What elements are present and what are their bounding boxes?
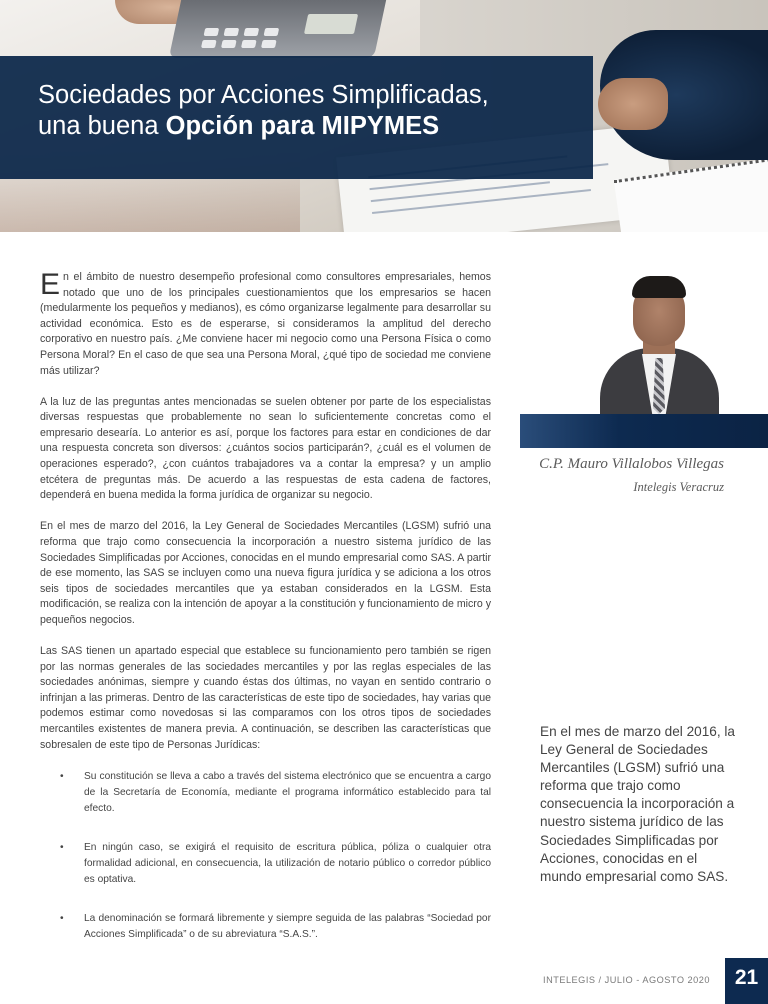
calculator-image	[169, 0, 386, 58]
footer-publication: INTELEGIS / JULIO - AGOSTO 2020	[543, 975, 710, 985]
characteristics-list	[40, 769, 491, 943]
drop-cap: E	[40, 268, 61, 301]
paragraph-3: En el mes de marzo del 2016, la Ley General de Sociedades Mercantiles (LGSM) sufrió una reforma que trajo como consecuencia la incorporación a nuestro sistema jurídico de las Sociedades Simplificadas por Acciones, conocidas en el mundo empresarial como SAS. A partir de ese momento, las SAS se incluyen como una nueva figura jurídica y se adiciona a los otros seis tipos de sociedades mercantiles que ya estaban considerados en la LGSM. Esta modificación, se realiza con la intención de apoyar a la constitución y funcionamiento de micro y pequeños negocios.	[40, 520, 491, 626]
paragraph-2: A la luz de las preguntas antes mencionadas se suelen obtener por parte de los especialistas diversas respuestas que probablemente no sean lo suficientemente concretas como el empresario desearía. Lo anterior es así, porque los factores para estar en condiciones de dar una respuesta concreta son diversos: ¿cuántos socios participarán?, ¿cuál es el volumen de operaciones esperado?, ¿con cuántos trabajadores va a contar la empresa? y un amplio etcétera de preguntas más. De acuerdo a las respuestas de esta cadena de factores, dependerá en buena medida la forma jurídica de organizar su negocio.	[40, 395, 491, 502]
pull-quote: En el mes de marzo del 2016, la Ley General de Sociedades Mercantiles (LGSM) sufrió una reforma que trajo como consecuencia la incorporación a nuestro sistema jurídico de las Sociedades Simplificadas por Acciones, conocidas en el mundo empresarial como SAS.	[540, 724, 735, 884]
list-item	[40, 840, 491, 888]
title-line-2-light: una buena	[38, 112, 159, 140]
title-line-2-bold: Opción para MIPYMES	[165, 112, 440, 140]
paragraph-1-text: n el ámbito de nuestro desempeño profesional como consultores empresariales, hemos notado que uno de los principales cuestionamientos que los empresarios se hacen (medularmente los pequeños y medianos), es cómo organizarse legalmente para desarrollar su actividad económica. Esto es de esperarse, si consideramos la amplitud del derecho corporativo en nuestro país. ¿Me conviene hacer mi negocio como una Persona Física o como Persona Moral? En el caso de que sea una Persona Moral, ¿qué tipo de sociedad me conviene más utilizar?	[40, 271, 491, 377]
article-body	[40, 270, 491, 966]
header-photo	[0, 0, 768, 232]
page-number: 21	[725, 958, 768, 1004]
bullet-icon: •	[60, 842, 64, 854]
title-line-1: Sociedades por Acciones Simplificadas,	[38, 81, 489, 109]
list-item-text: La denominación se formará libremente y siempre seguida de las palabras “Sociedad por Acciones Simplificada” o de su abreviatura “S.A.S.”.	[84, 913, 491, 941]
author-photo-band	[520, 414, 768, 448]
paragraph-1	[40, 270, 491, 379]
author-name: C.P. Mauro Villalobos Villegas	[539, 456, 724, 472]
bullet-icon: •	[60, 771, 64, 783]
paragraph-4: Las SAS tienen un apartado especial que establece su funcionamiento pero también se rigen por las normas generales de las sociedades mercantiles y por las reglas especiales de las sociedades anónimas, siempre y cuando éstas dos últimas, no vayan en sentido contrario o infrinjan a las primeras. Dentro de las características de este tipo de sociedades, hay varias que podemos estimar como novedosas si las comparamos con los otros tipos de sociedades mercantiles existentes de manera previa. A continuación, se describen las características que sobresalen de este tipo de Personas Jurídicas:	[40, 644, 491, 751]
bullet-icon: •	[60, 913, 64, 925]
author-portrait	[598, 268, 721, 414]
hand-with-pen-image	[598, 78, 668, 130]
list-item	[40, 911, 491, 943]
list-item-text: En ningún caso, se exigirá el requisito de escritura pública, póliza o cualquier otra formalidad adicional, en consecuencia, la utilización de notario público o corredor público es optativa.	[84, 842, 491, 886]
author-organization: Intelegis Veracruz	[633, 480, 724, 494]
list-item	[40, 769, 491, 817]
article-title	[38, 80, 578, 142]
list-item-text: Su constitución se lleva a cabo a través del sistema electrónico que se encuentra a cargo de la Secretaría de Economía, mediante el programa informático establecido para tal efecto.	[84, 771, 491, 815]
